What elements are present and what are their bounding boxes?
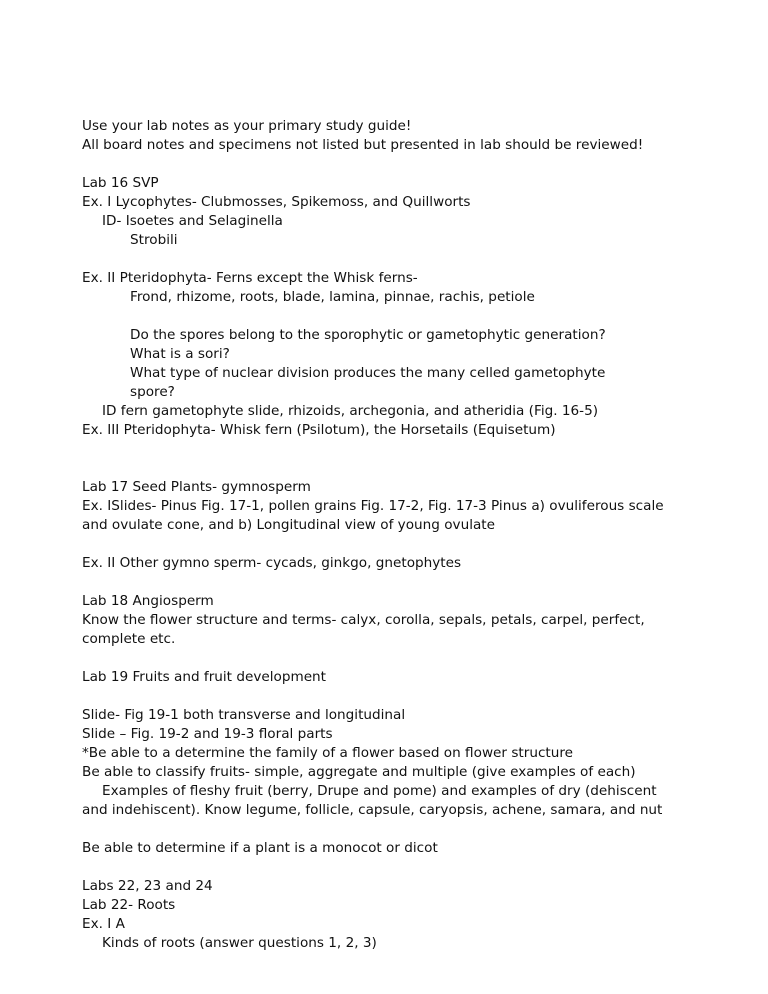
document-line: Slide – Fig. 19-2 and 19-3 floral parts — [82, 726, 333, 742]
blank-line — [82, 820, 762, 839]
document-line: Examples of fleshy fruit (berry, Drupe and pome) and examples of dry (dehiscent — [102, 783, 657, 799]
document-line: Ex. II Pteridophyta- Ferns except the Whisk ferns- — [82, 270, 418, 286]
document-line: Be able to determine if a plant is a monocot or dicot — [82, 840, 438, 856]
document-line: Strobili — [130, 232, 178, 248]
blank-line — [82, 858, 762, 877]
document-line: Ex. I A — [82, 916, 125, 932]
blank-line — [82, 250, 762, 269]
document-line: Lab 17 Seed Plants- gymnosperm — [82, 479, 311, 495]
document-line: Ex. III Pteridophyta- Whisk fern (Psilotum), the Horsetails (Equisetum) — [82, 422, 556, 438]
blank-line — [82, 155, 762, 174]
document-line: Use your lab notes as your primary study guide! — [82, 118, 412, 134]
document-line: Do the spores belong to the sporophytic or gametophytic generation? — [130, 327, 606, 343]
document-line: Ex. I Lycophytes- Clubmosses, Spikemoss, and Quillworts — [82, 194, 471, 210]
document-line: Kinds of roots (answer questions 1, 2, 3) — [102, 935, 377, 951]
document-line: and indehiscent). Know legume, follicle, capsule, caryopsis, achene, samara, and nut — [82, 802, 663, 818]
blank-line — [82, 687, 762, 706]
blank-line — [82, 440, 762, 459]
document-line: Labs 22, 23 and 24 — [82, 878, 213, 894]
document-line: What is a sori? — [130, 346, 230, 362]
blank-line — [82, 459, 762, 478]
study-guide-document — [82, 117, 762, 953]
blank-line — [82, 573, 762, 592]
document-line: Know the flower structure and terms- calyx, corolla, sepals, petals, carpel, perfect, — [82, 612, 645, 628]
document-line: Lab 18 Angiosperm — [82, 593, 214, 609]
document-line: All board notes and specimens not listed but presented in lab should be reviewed! — [82, 137, 644, 153]
document-line: Ex. ISlides- Pinus Fig. 17-1, pollen grains Fig. 17-2, Fig. 17-3 Pinus a) ovuliferous scale — [82, 498, 664, 514]
document-line: ID fern gametophyte slide, rhizoids, archegonia, and atheridia (Fig. 16-5) — [102, 403, 599, 419]
document-line: Be able to classify fruits- simple, aggregate and multiple (give examples of each) — [82, 764, 636, 780]
blank-line — [82, 535, 762, 554]
document-line: Lab 22- Roots — [82, 897, 176, 913]
document-line: Lab 19 Fruits and fruit development — [82, 669, 327, 685]
document-line: Slide- Fig 19-1 both transverse and longitudinal — [82, 707, 406, 723]
document-line: spore? — [130, 384, 175, 400]
blank-line — [82, 649, 762, 668]
document-line: complete etc. — [82, 631, 176, 647]
document-line: Lab 16 SVP — [82, 175, 159, 191]
document-line: *Be able to a determine the family of a flower based on flower structure — [82, 745, 574, 761]
blank-line — [82, 307, 762, 326]
document-line: ID- Isoetes and Selaginella — [102, 213, 283, 229]
document-line: Ex. II Other gymno sperm- cycads, ginkgo, gnetophytes — [82, 555, 462, 571]
document-line: and ovulate cone, and b) Longitudinal view of young ovulate — [82, 517, 495, 533]
document-line: Frond, rhizome, roots, blade, lamina, pinnae, rachis, petiole — [130, 289, 535, 305]
document-line: What type of nuclear division produces the many celled gametophyte — [130, 365, 606, 381]
